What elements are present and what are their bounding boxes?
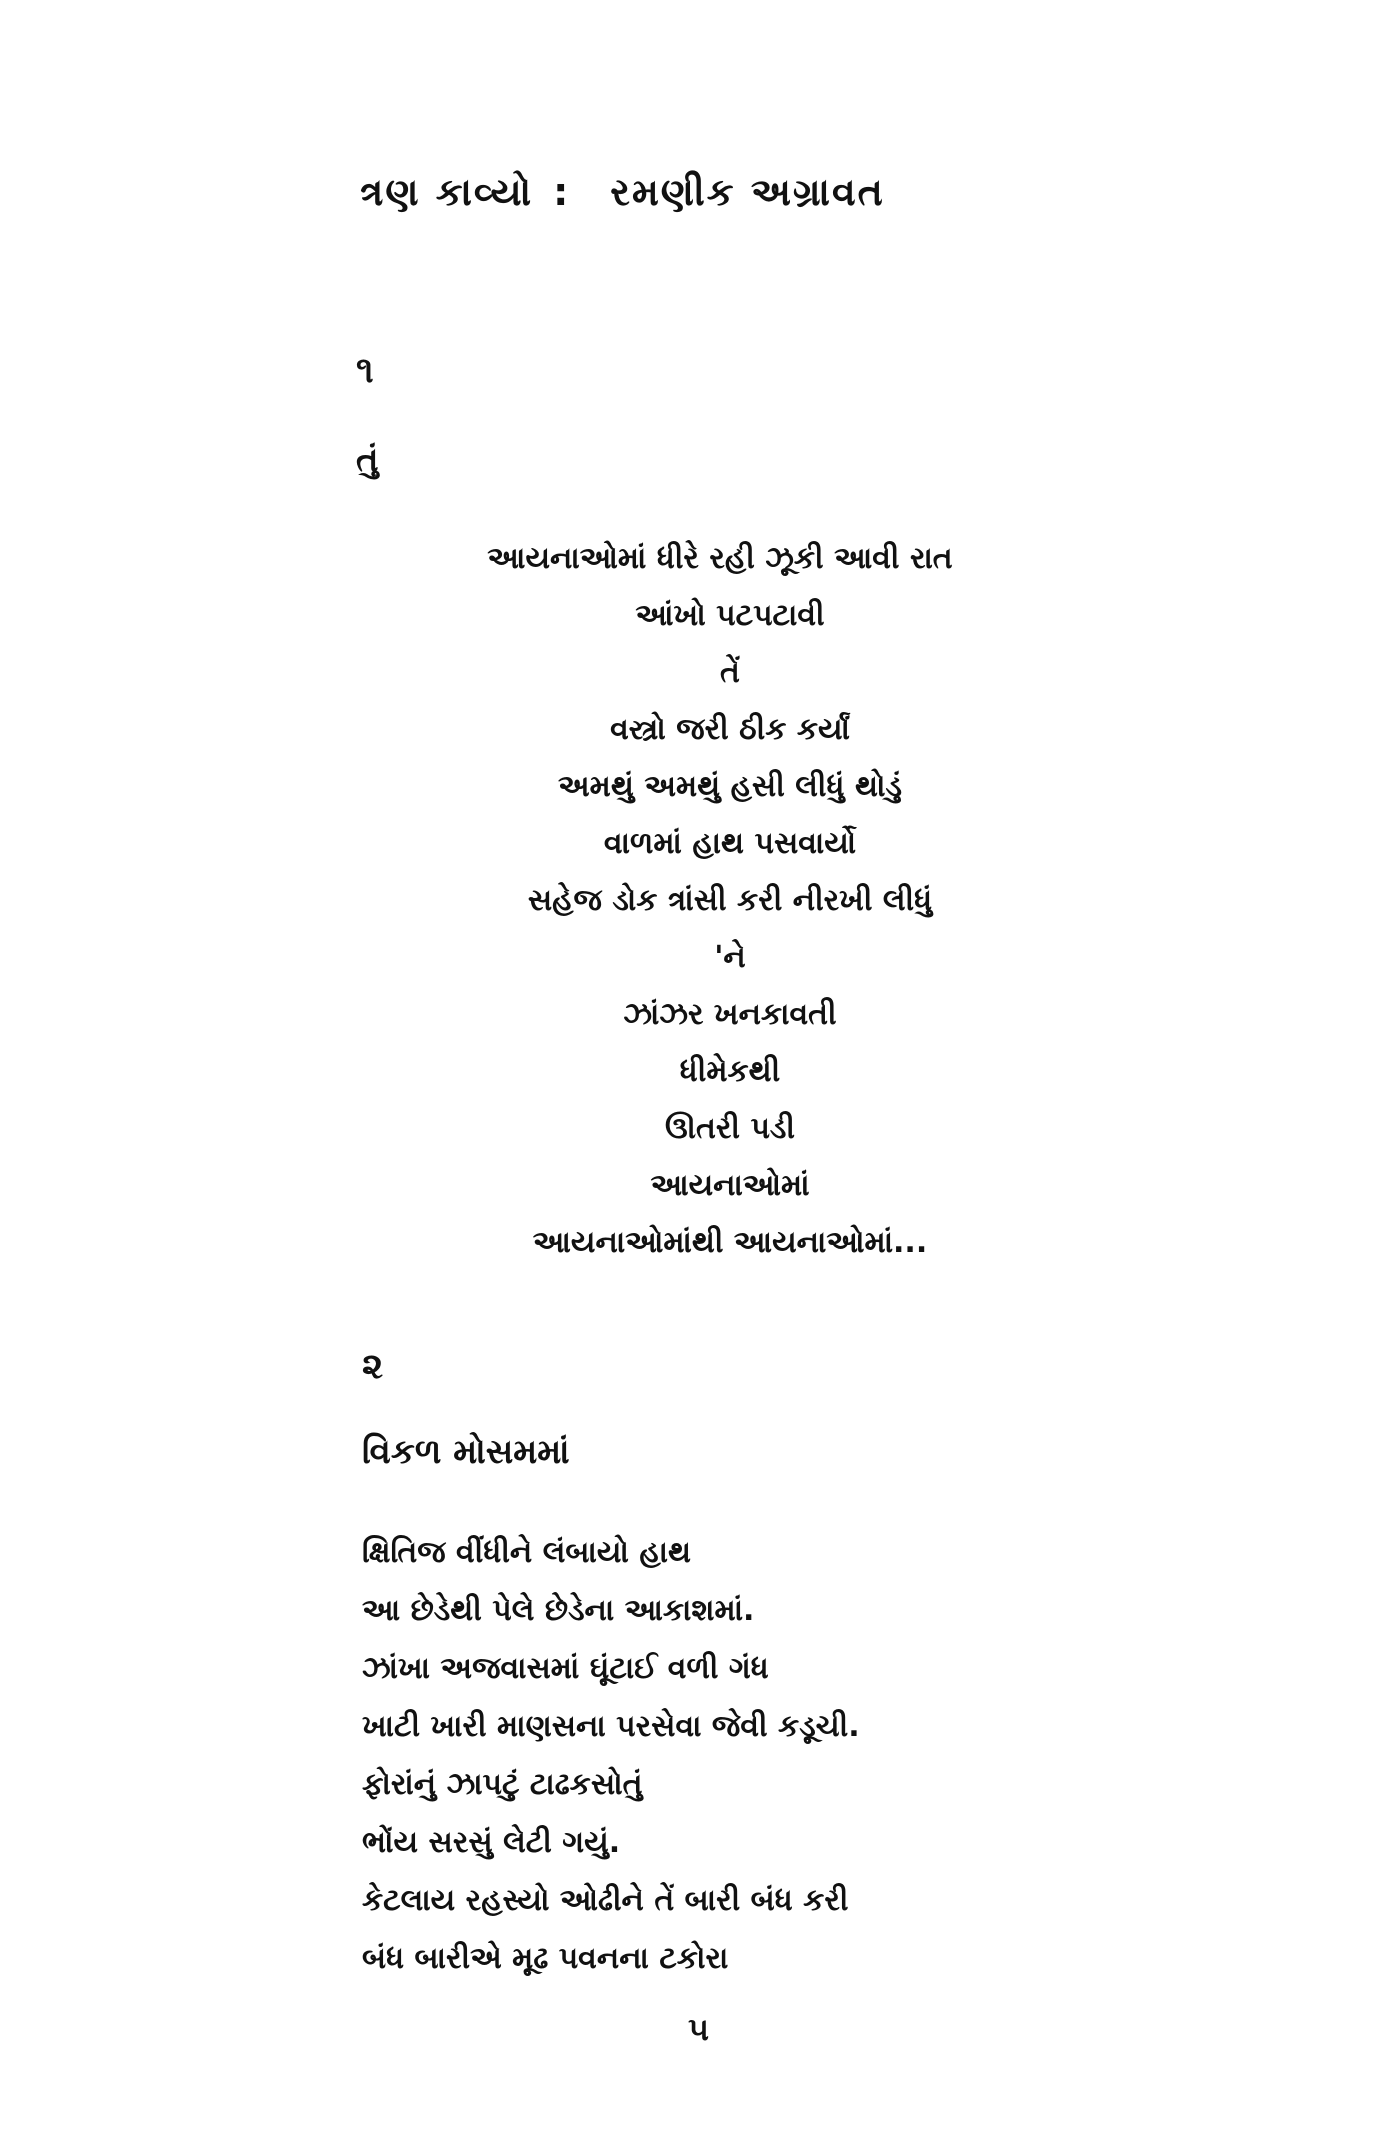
poem1-line: સહેજ ડોક ત્રાંસી કરી નીરખી લીધું	[527, 883, 933, 918]
poem1-line: ઊતરી પડી	[665, 1111, 795, 1146]
poem2-line: કેટલાય રહસ્યો ઓઢીને તેં બારી બંધ કરી	[362, 1883, 849, 1918]
poem1-line: આયનાઓમાંથી આયનાઓમાં...	[532, 1225, 928, 1260]
poem2-line: ઝાંખા અજવાસમાં ઘૂંટાઈ વળી ગંધ	[362, 1651, 769, 1686]
poem2-line: ખાટી ખારી માણસના પરસેવા જેવી કડૂચી.	[362, 1709, 860, 1744]
poem2-title: વિકળ મોસમમાં	[362, 1432, 570, 1472]
poem1-title: તું	[356, 440, 379, 480]
page-number: ૫	[687, 2010, 710, 2048]
poem1-line: વસ્ત્રો જરી ઠીક કર્યાં	[610, 712, 850, 747]
poem2-number: ૨	[362, 1346, 384, 1387]
poem1-line: અમથું અમથું હસી લીધું થોડું	[558, 769, 902, 804]
poem1-line: તેં	[720, 655, 740, 690]
poem2-line: ભોંય સરસું લેટી ગયું.	[362, 1825, 621, 1860]
poem1-line: ધીમેકથી	[679, 1054, 781, 1089]
poem2-body	[362, 1524, 860, 1988]
header-separator: :	[553, 170, 571, 214]
poem1-body	[380, 530, 1080, 1271]
poem1-line: 'ને	[714, 940, 746, 975]
poem1-number: ૧	[356, 350, 374, 391]
collection-title: ત્રણ કાવ્યો	[360, 170, 534, 214]
poem2-line: ક્ષિતિજ વીંધીને લંબાયો હાથ	[362, 1535, 692, 1570]
poem2-line: બંધ બારીએ મૂઢ પવનના ટકોરા	[362, 1941, 729, 1976]
collection-header	[360, 170, 885, 215]
poem1-line: આયનાઓમાં	[650, 1168, 810, 1203]
poem1-line: આયનાઓમાં ધીરે રહી ઝૂકી આવી રાત	[487, 541, 953, 576]
poem2-line: ફોરાંનું ઝાપટું ટાઢકસોતું	[362, 1767, 643, 1802]
poem2-line: આ છેડેથી પેલે છેડેના આકાશમાં.	[362, 1593, 755, 1628]
poem1-line: આંખો પટપટાવી	[635, 598, 825, 633]
poem1-line: ઝાંઝર ખનકાવતી	[623, 997, 837, 1032]
author-name: રમણીક અગ્રાવત	[610, 170, 885, 214]
poem1-line: વાળમાં હાથ પસવાર્યો	[603, 826, 857, 861]
